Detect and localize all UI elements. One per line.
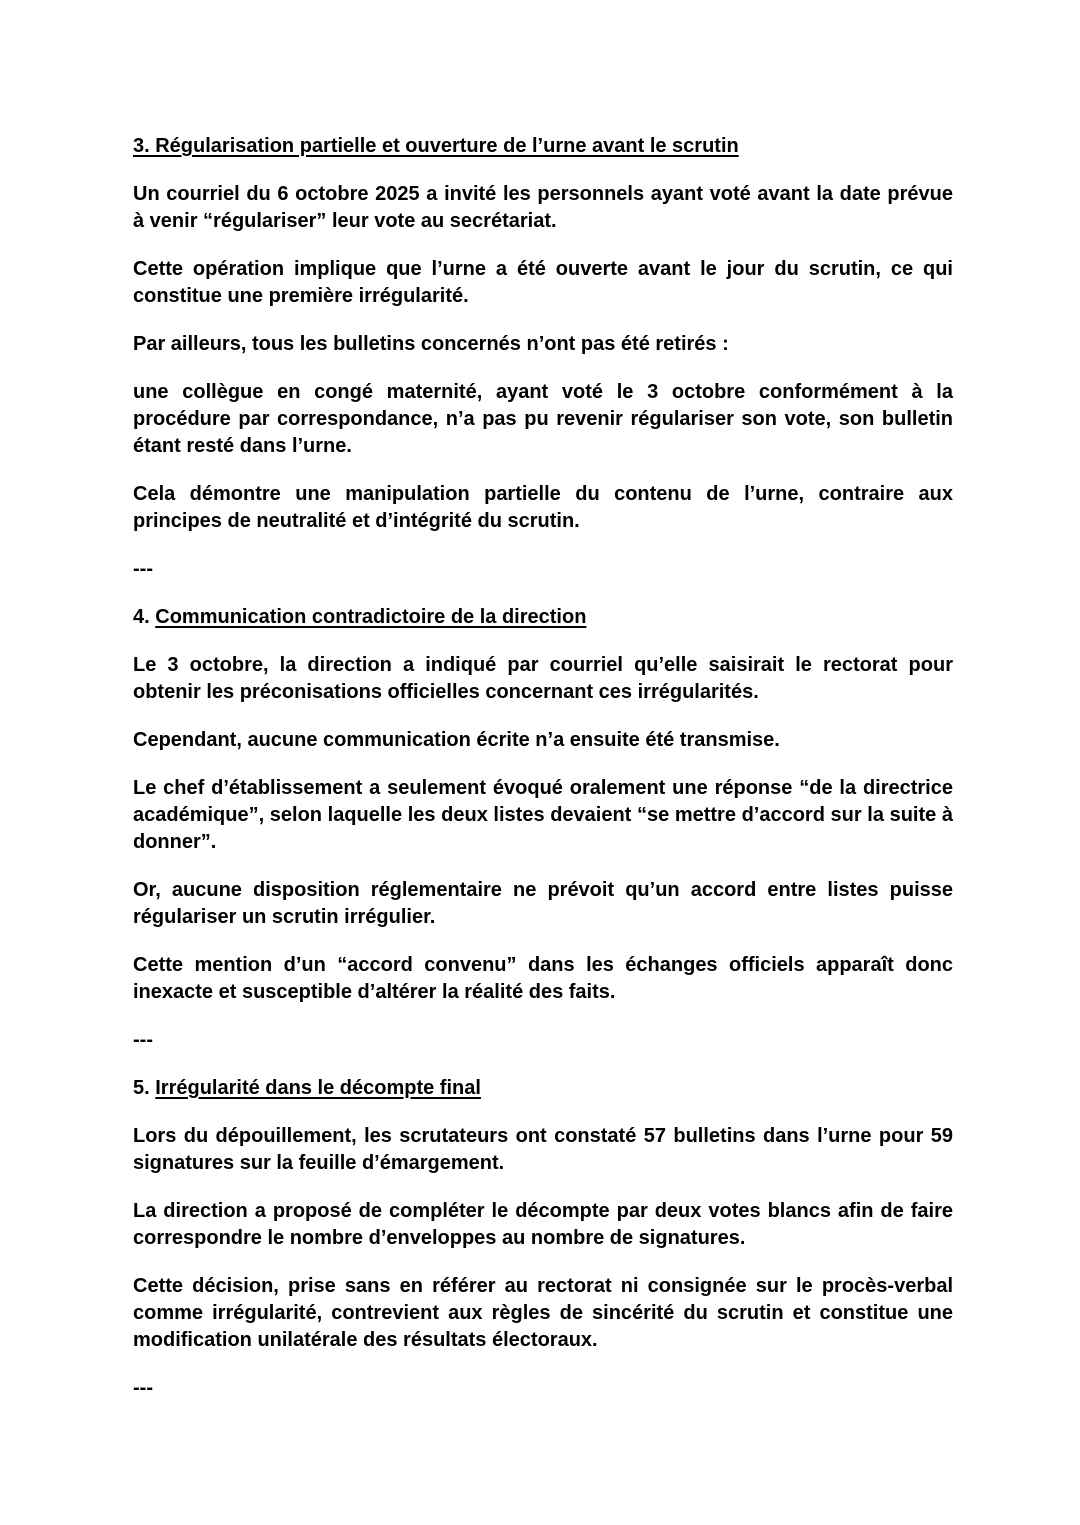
section-4-paragraph-4: Or, aucune disposition réglementaire ne prévoit qu’un accord entre listes puisse régulariser un scrutin irrégulier.: [133, 879, 953, 928]
section-separator: ---: [133, 558, 153, 580]
section-3-paragraph-4: une collègue en congé maternité, ayant voté le 3 octobre conformément à la procédure par correspondance, n’a pas pu revenir régulariser son vote, son bulletin étant resté dans l’urne.: [133, 381, 953, 457]
section-5-heading: [133, 1075, 953, 1102]
section-5-paragraph-3: Cette décision, prise sans en référer au rectorat ni consignée sur le procès-verbal comme irrégularité, contrevient aux règles de sincérité du scrutin et constitue une modification unilatérale des résultats électoraux.: [133, 1275, 953, 1351]
section-5-heading-number: 5.: [133, 1077, 156, 1099]
section-4-heading-title: Communication contradictoire de la direction: [155, 606, 587, 628]
section-3-paragraph-5: Cela démontre une manipulation partielle du contenu de l’urne, contraire aux principes de neutralité et d’intégrité du scrutin.: [133, 483, 953, 532]
section-5-paragraph-1: Lors du dépouillement, les scrutateurs ont constaté 57 bulletins dans l’urne pour 59 signatures sur la feuille d’émargement.: [133, 1125, 953, 1174]
section-separator: ---: [133, 1377, 153, 1399]
section-separator: ---: [133, 1029, 153, 1051]
section-3-paragraph-3: Par ailleurs, tous les bulletins concernés n’ont pas été retirés :: [133, 333, 729, 355]
section-4-paragraph-1: Le 3 octobre, la direction a indiqué par courriel qu’elle saisirait le rectorat pour obtenir les préconisations officielles concernant ces irrégularités.: [133, 654, 953, 703]
document-content: [133, 133, 953, 1423]
section-4-heading-number: 4.: [133, 606, 156, 628]
section-4-paragraph-3: Le chef d’établissement a seulement évoqué oralement une réponse “de la directrice académique”, selon laquelle les deux listes devaient “se mettre d’accord sur la suite à donner”.: [133, 777, 953, 853]
section-4-heading: [133, 604, 953, 631]
section-5-paragraph-2: La direction a proposé de compléter le décompte par deux votes blancs afin de faire correspondre le nombre d’enveloppes au nombre de signatures.: [133, 1200, 953, 1249]
section-3-paragraph-2: Cette opération implique que l’urne a été ouverte avant le jour du scrutin, ce qui constitue une première irrégularité.: [133, 258, 953, 307]
section-4-paragraph-2: Cependant, aucune communication écrite n’a ensuite été transmise.: [133, 729, 780, 751]
section-3-paragraph-1: Un courriel du 6 octobre 2025 a invité les personnels ayant voté avant la date prévue à venir “régulariser” leur vote au secrétariat.: [133, 183, 953, 232]
section-3-heading: [133, 133, 953, 160]
section-5-heading-title: Irrégularité dans le décompte final: [155, 1077, 481, 1099]
section-3-heading-title: 3. Régularisation partielle et ouverture de l’urne avant le scrutin: [133, 135, 739, 157]
section-4-paragraph-5: Cette mention d’un “accord convenu” dans les échanges officiels apparaît donc inexacte et susceptible d’altérer la réalité des faits.: [133, 954, 953, 1003]
